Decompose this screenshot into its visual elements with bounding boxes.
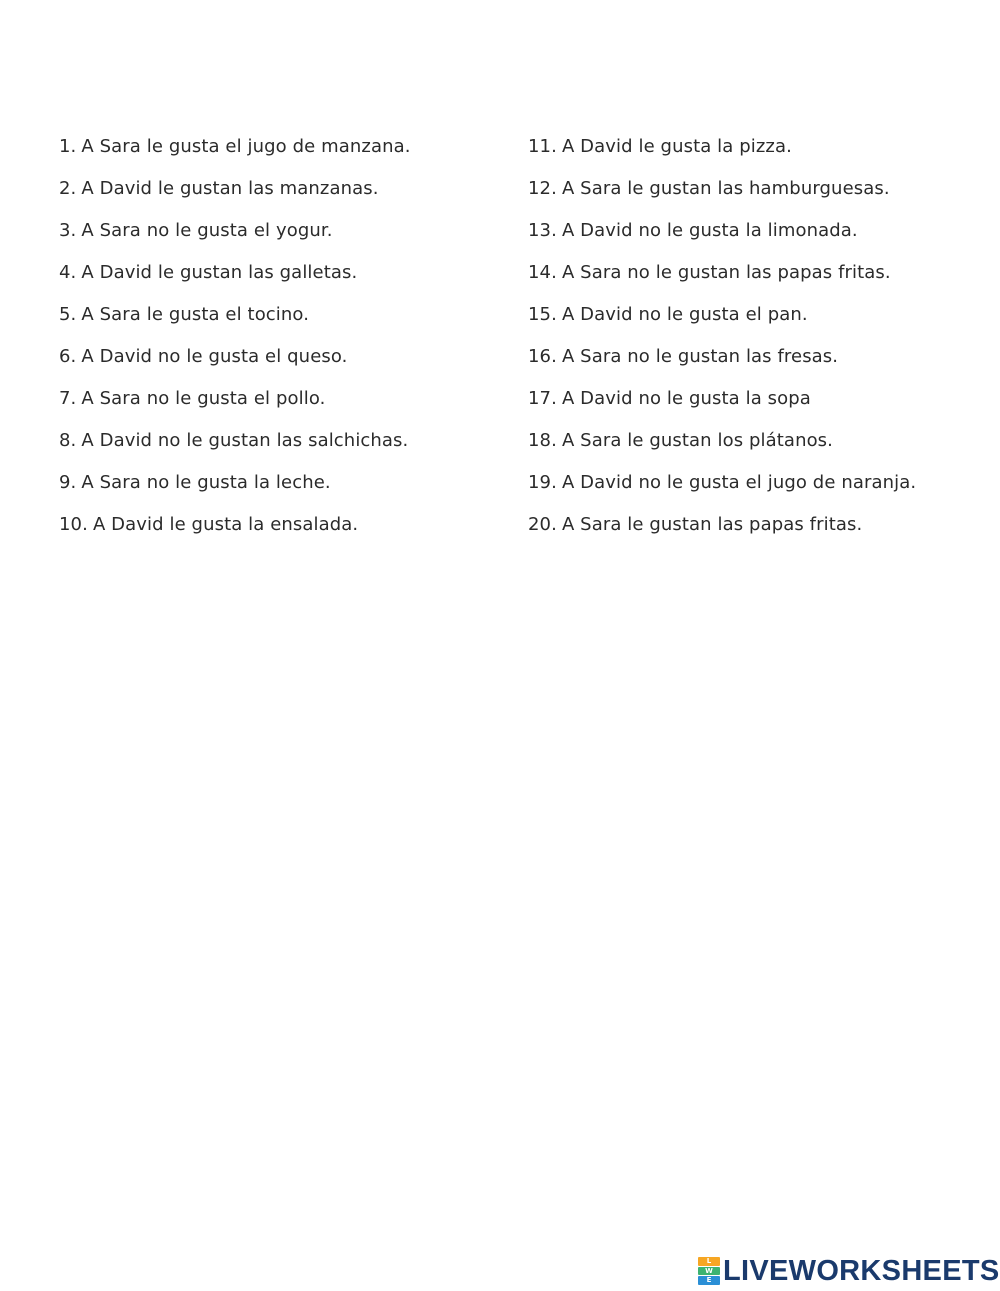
sentence-item [59,386,499,428]
sentence-number: 14. [528,262,557,283]
logo-letter: L [698,1257,720,1266]
sentence-item [59,176,499,218]
logo-letter: W [698,1267,720,1276]
sentence-text: A Sara le gustan los plátanos. [561,430,833,451]
sentence-number: 3. [59,220,77,241]
sentence-item [528,386,968,428]
sentence-item [59,428,499,470]
logo-letter: E [698,1276,720,1285]
sentence-number: 2. [59,178,77,199]
sentence-number: 17. [528,388,557,409]
sentence-number: 18. [528,430,557,451]
sentence-item [59,134,499,176]
sentence-item [528,260,968,302]
sentence-text: A David le gusta la ensalada. [92,514,359,535]
sentence-item [59,302,499,344]
sentence-text: A Sara no le gustan las fresas. [561,346,839,367]
sentence-list-right [528,134,968,554]
sentence-item [59,512,499,554]
sentence-text: A Sara no le gustan las papas fritas. [561,262,891,283]
sentence-text: A David no le gusta la sopa [561,388,811,409]
sentence-text: A David le gusta la pizza. [561,136,792,157]
sentence-item [528,344,968,386]
sentence-number: 19. [528,472,557,493]
sentence-number: 15. [528,304,557,325]
sentence-list-left [59,134,499,554]
sentence-item [528,512,968,554]
sentence-number: 20. [528,514,557,535]
sentence-text: A Sara no le gusta el pollo. [81,388,326,409]
sentence-item [528,176,968,218]
sentence-number: 8. [59,430,77,451]
liveworksheets-logo-text: LIVEWORKSHEETS [723,1255,1000,1287]
sentence-item [528,218,968,260]
sentence-number: 6. [59,346,77,367]
sentence-text: A David no le gustan las salchichas. [81,430,409,451]
sentence-text: A Sara le gusta el tocino. [81,304,310,325]
sentence-item [528,134,968,176]
sentence-text: A Sara le gustan las papas fritas. [561,514,863,535]
sentence-number: 1. [59,136,77,157]
sentence-text: A David no le gusta la limonada. [561,220,858,241]
sentence-text: A David no le gusta el pan. [561,304,808,325]
sentence-text: A David no le gusta el jugo de naranja. [561,472,917,493]
sentence-item [59,470,499,512]
sentence-item [59,260,499,302]
sentence-number: 16. [528,346,557,367]
sentence-text: A David no le gusta el queso. [81,346,348,367]
sentence-text: A Sara no le gusta la leche. [81,472,331,493]
sentence-number: 10. [59,514,88,535]
liveworksheets-logo [698,1255,1000,1287]
sentence-number: 9. [59,472,77,493]
sentence-text: A David le gustan las galletas. [81,262,358,283]
sentence-number: 11. [528,136,557,157]
sentence-number: 12. [528,178,557,199]
sentence-item [528,428,968,470]
sentence-number: 13. [528,220,557,241]
sentence-item [59,344,499,386]
sentence-text: A David le gustan las manzanas. [81,178,379,199]
sentence-number: 7. [59,388,77,409]
sentence-number: 5. [59,304,77,325]
sentence-text: A Sara le gustan las hamburguesas. [561,178,890,199]
sentence-item [528,302,968,344]
sentence-text: A Sara no le gusta el yogur. [81,220,333,241]
sentence-text: A Sara le gusta el jugo de manzana. [81,136,411,157]
sentence-item [59,218,499,260]
sentence-item [528,470,968,512]
liveworksheets-logo-icon [698,1257,720,1285]
sentence-number: 4. [59,262,77,283]
